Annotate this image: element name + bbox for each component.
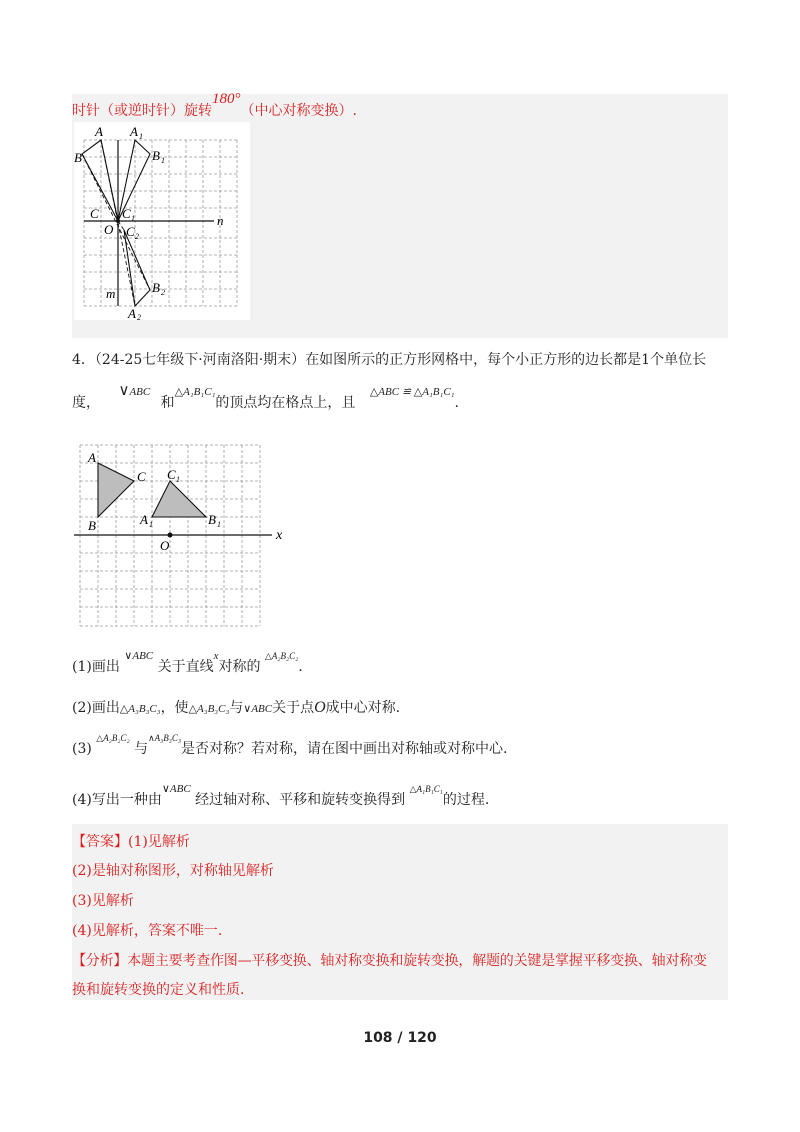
fig2-label-a1-sub: 1 [149, 520, 153, 529]
q2-triangle-a3b3c3: △A₃B₃C₃ [119, 703, 161, 715]
fig1-label-b: B [74, 150, 82, 165]
problem-abc: ABC [129, 386, 151, 398]
fig1-label-a2-sub: 2 [137, 313, 141, 320]
q1-line-x: x [213, 650, 219, 662]
problem-line2-b: 的顶点均在格点上，且 [215, 395, 356, 411]
problem-number: 4． [72, 352, 95, 368]
fig2-label-b1-sub: 1 [217, 520, 221, 529]
question-2 [72, 697, 400, 717]
question-3 [72, 733, 508, 758]
q2-text-e: 成中心对称. [325, 700, 401, 716]
problem-line1: 在如图所示的正方形网格中，每个小正方形的边长都是1个单位长 [305, 352, 707, 368]
fig1-label-c1-sub: 1 [131, 214, 135, 223]
fig1-label-c1: C [122, 206, 131, 221]
rotation-text [72, 91, 357, 120]
answer-1: 【答案】(1)见解析 [72, 834, 190, 850]
fig2-label-a1: A [140, 512, 148, 527]
problem-4-line1 [72, 349, 706, 369]
q2-triangle-a3b3c3-2: △A₃B₃C₃ [188, 703, 230, 715]
fig2-label-b1: B [208, 512, 216, 527]
question-1 [72, 650, 303, 676]
q3-triangle-a3b3c3: ∧A₃B₃C₃ [148, 733, 182, 743]
q4-triangle-abc: ∨ABC [161, 783, 191, 795]
q2-triangle-abc: ∨ABC [243, 703, 273, 715]
answer-3: (3)见解析 [72, 893, 134, 909]
fig1-label-b1-sub: 1 [161, 156, 165, 165]
page-footer [0, 1030, 800, 1046]
rotation-text-a: 时针（或逆时针）旋转 [72, 103, 212, 119]
fig2-label-x: x [276, 528, 283, 543]
page-total: 120 [407, 1030, 437, 1046]
problem-congruence: △ABC ≌ △A₁B₁C₁ [369, 386, 455, 398]
q2-text-d: 关于点 [272, 700, 315, 716]
q1-triangle-abc: ∨ABC [124, 650, 154, 662]
q2-text-a: (2)画出 [72, 700, 120, 716]
fig1-label-a1: A [130, 124, 138, 139]
fig2-label-o: O [160, 538, 170, 553]
fig1-label-c: C [90, 206, 99, 221]
fig2-label-c1-sub: 1 [176, 475, 180, 484]
q3-triangle-a2b2c2: △A₂B₂C₂ [96, 733, 130, 743]
problem-a1b1c1: A₁B₁C₁ [183, 386, 216, 398]
q3-text-a: (3) [72, 741, 92, 757]
rotation-text-b: （中心对称变换）. [240, 103, 357, 119]
figure-2-grid [70, 440, 290, 630]
fig2-point-o [168, 533, 173, 538]
figure-1-grid [74, 122, 250, 320]
problem-and: 和 [160, 395, 175, 411]
fig1-label-b2-sub: 2 [161, 288, 165, 297]
fig1-label-c2: C [126, 224, 135, 239]
question-4 [72, 783, 490, 809]
q1-triangle-a2b2c2: △A₂B₂C₂ [264, 651, 299, 661]
q2-point-o: O [314, 699, 326, 716]
fig2-label-b: B [88, 518, 96, 533]
problem-line2-a: 度， [72, 395, 100, 411]
q3-text-c: 是否对称？若对称，请在图中画出对称轴或对称中心. [181, 741, 508, 757]
problem-source: （24-25七年级下·河南洛阳·期末） [94, 352, 306, 368]
problem-triangle-symbol: ∨ [118, 381, 130, 399]
q1-text-a: (1)画出 [72, 659, 120, 675]
q2-text-c: 与 [229, 700, 244, 716]
problem-4-line2 [72, 381, 459, 412]
fig1-label-a1-sub: 1 [139, 132, 143, 141]
q2-text-b: ，使 [160, 700, 189, 716]
fig2-label-c: C [137, 469, 146, 484]
problem-triangle-2-symbol: △ [174, 385, 184, 398]
fig1-label-m: m [106, 286, 116, 301]
q4-text-c: 的过程. [442, 792, 490, 808]
fig1-label-n: n [217, 213, 224, 228]
fig2-label-a: A [88, 450, 96, 465]
q4-triangle-a1b1c1: △A₁B₁C₁ [409, 784, 443, 794]
q1-end: . [298, 659, 303, 675]
q1-text-b: 关于直线 [157, 659, 214, 675]
answer-4: (4)见解析，答案不唯一. [72, 923, 223, 939]
fig1-label-o: O [104, 222, 114, 237]
analysis-line-2: 换和旋转变换的定义和性质. [72, 982, 245, 998]
q1-text-c: 对称的 [218, 659, 261, 675]
q4-text-a: (4)写出一种由 [72, 792, 162, 808]
rotation-degree: 180° [212, 91, 241, 107]
fig1-label-a2: A [128, 306, 136, 320]
fig2-label-c1: C [167, 467, 176, 482]
fig1-label-a: A [95, 124, 103, 139]
answer-2: (2)是轴对称图形，对称轴见解析 [72, 863, 274, 879]
fig1-label-c2-sub: 2 [135, 232, 139, 241]
fig1-point-o [116, 219, 120, 223]
page-separator: / [392, 1030, 408, 1046]
q4-text-b: 经过轴对称、平移和旋转变换得到 [195, 792, 406, 808]
problem-period: . [454, 395, 459, 411]
page-number: 108 [363, 1030, 393, 1046]
fig1-label-b2: B [152, 280, 160, 295]
fig1-label-b1: B [152, 148, 160, 163]
analysis-line-1: 【分析】本题主要考查作图—平移变换、轴对称变换和旋转变换，解题的关键是掌握平移变换、轴对称变 [72, 953, 707, 969]
q3-text-b: 与 [134, 741, 149, 757]
